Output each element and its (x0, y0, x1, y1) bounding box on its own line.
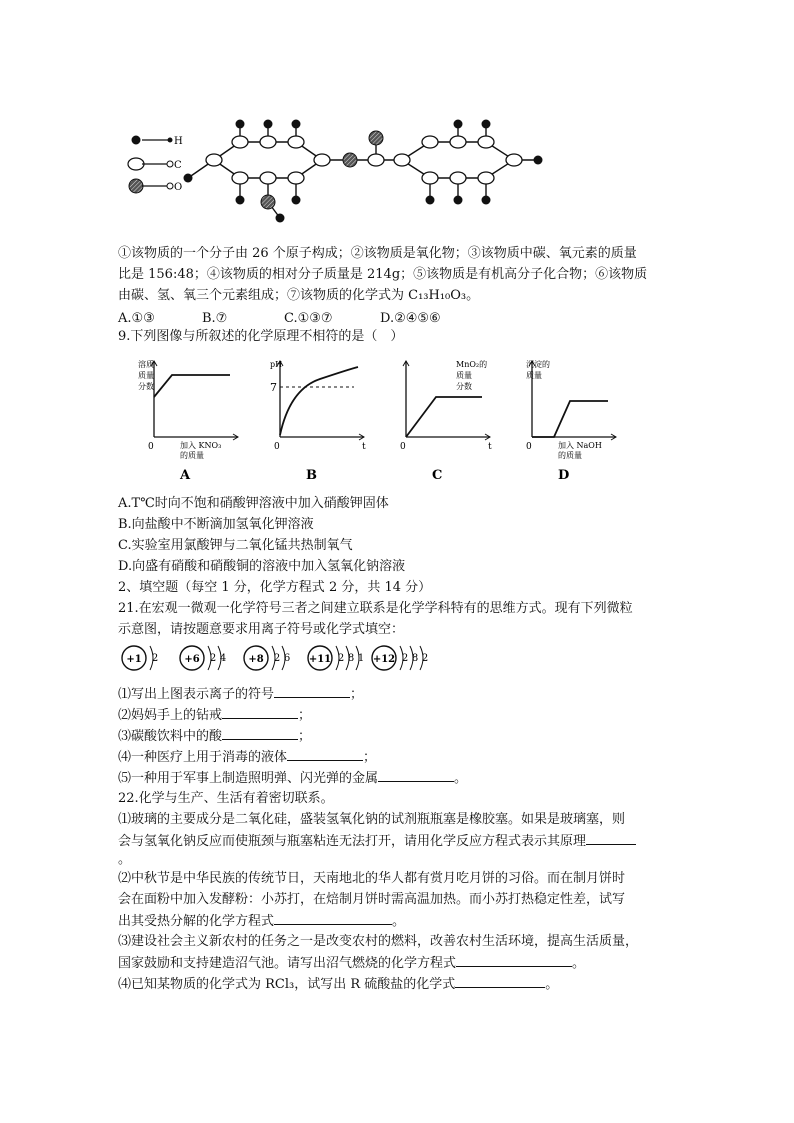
q21-item-4-end: ； (363, 750, 377, 765)
q22-p2-end: 。 (392, 914, 406, 929)
oxygen-atom (343, 153, 357, 167)
shell-electrons: 2 (209, 653, 217, 664)
q21-stem-line1: 21.在宏观一微观一化学符号三者之间建立联系是化学学科特有的思维方式。现有下列微粒 (118, 601, 633, 616)
carbon-atom (450, 136, 466, 148)
q22-blank-1[interactable] (586, 830, 636, 845)
carbon-atom (260, 136, 276, 148)
q21-item-2 (118, 704, 678, 726)
shell-electrons: 2 (337, 653, 345, 664)
legend-label-carbon: C (174, 160, 182, 171)
y-label: 分数 (456, 382, 472, 391)
legend-bond-end (167, 161, 173, 167)
carbon-atom (232, 136, 248, 148)
hydrogen-atom (482, 196, 491, 205)
origin-label: 0 (400, 442, 406, 452)
y-label: 溶质 (138, 360, 154, 369)
q9-option-b[interactable]: B.向盐酸中不断滴加氢氧化钾溶液 (118, 517, 314, 532)
graph-A (138, 359, 238, 483)
q21-blank-4[interactable] (287, 746, 363, 761)
q8-option-b[interactable]: B.⑦ (202, 311, 228, 326)
shell-electrons: 2 (151, 653, 159, 664)
t-label: t (488, 442, 492, 452)
q22-p2-line1: ⑵中秋节是中华民族的传统节日，天南地北的华人都有赏月吃月饼的习俗。而在制月饼时 (118, 871, 626, 886)
q21-item-5-text: ⑸一种用于军事上制造照明弹、闪光弹的金属 (118, 771, 379, 786)
q22-p4 (118, 973, 678, 995)
atom-5 (372, 646, 428, 670)
q21-blank-2[interactable] (222, 704, 298, 719)
carbon-atom (422, 172, 438, 184)
q8-statements-line1: ①该物质的一个分子由 26 个原子构成；②该物质是氧化物；③该物质中碳、氧元素的质量 (118, 246, 637, 261)
q21-item-4 (118, 746, 678, 768)
hydrogen-atom (292, 196, 301, 205)
y-label: 质量 (526, 371, 542, 380)
graph-letter: D (558, 468, 570, 483)
origin-label: 0 (148, 442, 154, 452)
atom-3 (244, 646, 290, 670)
q22-p3-end: 。 (572, 956, 586, 971)
q22-p3-line2-text: 国家鼓励和支持建造沼气池。请写出沼气燃烧的化学方程式 (118, 956, 457, 971)
carbon-atom (478, 136, 494, 148)
graph-letter: B (306, 468, 317, 483)
nucleus-charge: +6 (184, 654, 200, 665)
curve-B (280, 367, 358, 435)
shell-electrons: 1 (357, 653, 365, 664)
shell-electrons: 6 (283, 653, 291, 664)
carbon-atom (478, 172, 494, 184)
carbon-atom (394, 154, 410, 166)
molecule-diagram (118, 118, 638, 226)
q22-p3-line1: ⑶建设社会主义新农村的任务之一是改变农村的燃料，改善农村生活环境，提高生活质量， (118, 934, 639, 949)
hydrogen-atom (264, 120, 273, 129)
carbon-atom (422, 136, 438, 148)
carbon-atom (232, 172, 248, 184)
carbon-atom (260, 172, 276, 184)
y-label: 分数 (138, 382, 154, 391)
q21-item-5-end: 。 (454, 771, 468, 786)
q22-p2-line3-text: 出其受热分解的化学方程式 (118, 914, 275, 929)
shell-electrons: 2 (421, 653, 429, 664)
q8-option-a[interactable]: A.①③ (118, 311, 155, 326)
carbon-atom (288, 136, 304, 148)
section2-title: 2、填空题（每空 1 分，化学方程式 2 分，共 14 分） (118, 580, 432, 595)
q22-p1-line2-text: 会与氢氧化钠反应而使瓶颈与瓶塞粘连无法打开，请用化学反应方程式表示其原理 (118, 834, 587, 849)
nucleus-charge: +8 (248, 654, 264, 665)
q21-item-5 (118, 767, 678, 789)
q21-item-3-end: ； (298, 729, 312, 744)
graph-B (270, 360, 366, 483)
hydrogen-atom (236, 196, 245, 205)
q9-option-d[interactable]: D.向盛有硝酸和硝酸铜的溶液中加入氢氧化钠溶液 (118, 559, 406, 574)
y-label: MnO₂的 (456, 360, 488, 369)
reference-label: 7 (270, 381, 277, 394)
q21-item-1-end: ； (350, 687, 364, 702)
atom-2 (180, 646, 226, 670)
shell-electrons: 8 (411, 653, 419, 664)
atom-4 (308, 646, 364, 670)
x-label: 加入 KNO₃ (180, 441, 222, 450)
atom-structure-diagrams (118, 640, 448, 680)
q22-p1-end: 。 (118, 852, 132, 867)
q21-item-2-text: ⑵妈妈手上的钻戒 (118, 708, 223, 723)
q9-graphs (140, 355, 620, 490)
q21-blank-3[interactable] (222, 725, 298, 740)
graph-letter: A (180, 468, 191, 483)
q21-blank-1[interactable] (274, 683, 350, 698)
legend-label-hydrogen: H (174, 136, 183, 147)
q21-item-4-text: ⑷一种医疗上用于消毒的液体 (118, 750, 288, 765)
hydrogen-atom (236, 120, 245, 129)
hydrogen-atom (454, 196, 463, 205)
q22-blank-3[interactable] (456, 952, 572, 967)
carbon-atom (314, 154, 330, 166)
x-label: 加入 NaOH (558, 441, 602, 450)
y-label: pH (270, 360, 283, 369)
legend-carbon-icon (128, 158, 144, 170)
hydrogen-atom (184, 174, 193, 183)
hydrogen-atom (482, 120, 491, 129)
q22-p2-line2: 会在面粉中加入发酵粉：小苏打，在焙制月饼时需高温加热。而小苏打热稳定性差，试写 (118, 892, 626, 907)
legend-hydrogen-icon (132, 136, 140, 144)
shell-electrons: 8 (347, 653, 355, 664)
x-label: 的质量 (558, 451, 582, 460)
q22-blank-2[interactable] (274, 910, 392, 925)
legend-oxygen-icon (129, 179, 143, 193)
curve-A (154, 375, 230, 397)
q21-item-1 (118, 683, 678, 705)
hydrogen-atom (426, 196, 435, 205)
q21-item-1-text: ⑴写出上图表示离子的符号 (118, 687, 275, 702)
q21-item-3 (118, 725, 678, 747)
oxygen-atom (261, 195, 275, 209)
hydrogen-atom (534, 156, 543, 165)
q21-item-2-end: ； (298, 708, 312, 723)
q22-p3-line2 (118, 952, 678, 974)
oxygen-atom (369, 131, 383, 145)
q21-item-3-text: ⑶碳酸饮料中的酸 (118, 729, 223, 744)
y-label: 质量 (138, 371, 154, 380)
shell-electrons: 2 (273, 653, 281, 664)
y-label: 质量 (456, 371, 472, 380)
shell-electrons: 2 (401, 653, 409, 664)
q8-statements-line3: 由碳、氢、氧三个元素组成；⑦该物质的化学式为 C₁₃H₁₀O₃。 (118, 288, 480, 303)
carbon-atom (288, 172, 304, 184)
carbon-atom (450, 172, 466, 184)
graph-D (526, 359, 616, 483)
q21-stem-line2: 示意图，请按题意要求用离子符号或化学式填空： (118, 622, 405, 637)
hydrogen-atom (276, 214, 285, 223)
q22-p2-line3 (118, 910, 678, 932)
q8-statements-line2: 比是 156:48；④该物质的相对分子质量是 214g；⑤该物质是有机高分子化合物；⑥该物质 (118, 267, 648, 282)
carbon-atom (206, 154, 222, 166)
q22-p4-end: 。 (545, 977, 559, 992)
q8-option-d[interactable]: D.②④⑤⑥ (380, 311, 441, 326)
q22-p4-text: ⑷已知某物质的化学式为 RCl₃，试写出 R 硫酸盐的化学式 (118, 977, 456, 992)
q9-option-c[interactable]: C.实验室用氯酸钾与二氧化锰共热制氧气 (118, 538, 353, 553)
carbon-atom (506, 154, 522, 166)
hydrogen-atom (454, 120, 463, 129)
q22-stem: 22.化学与生产、生活有着密切联系。 (118, 791, 334, 806)
origin-label: 0 (526, 442, 532, 452)
q21-blank-5[interactable] (378, 767, 454, 782)
atom-1 (122, 646, 158, 670)
graph-C (400, 359, 492, 483)
shell-electrons: 4 (219, 653, 227, 664)
q22-p1-line1: ⑴玻璃的主要成分是二氧化硅，盛装氢氧化钠的试剂瓶瓶塞是橡胶塞。如果是玻璃塞，则 (118, 812, 626, 827)
t-label: t (362, 442, 366, 452)
q9-stem: 9.下列图像与所叙述的化学原理不相符的是（ ） (118, 329, 404, 344)
graph-letter: C (432, 468, 443, 483)
hydrogen-atom (292, 120, 301, 129)
y-label: 沉淀的 (526, 360, 550, 369)
x-label: 的质量 (180, 451, 204, 460)
q8-option-c[interactable]: C.①③⑦ (284, 311, 333, 326)
nucleus-charge: +11 (308, 654, 332, 665)
legend-bond-end (168, 138, 172, 142)
legend-bond-end (167, 183, 173, 189)
nucleus-charge: +1 (126, 654, 142, 665)
carbon-atom (368, 154, 384, 166)
legend-label-oxygen: O (174, 182, 183, 193)
origin-label: 0 (274, 442, 280, 452)
curve-D (532, 401, 608, 437)
nucleus-charge: +12 (372, 654, 396, 665)
curve-C (406, 397, 482, 437)
q9-option-a[interactable]: A.T℃时向不饱和硝酸钾溶液中加入硝酸钾固体 (118, 496, 389, 511)
q22-blank-4[interactable] (455, 973, 545, 988)
